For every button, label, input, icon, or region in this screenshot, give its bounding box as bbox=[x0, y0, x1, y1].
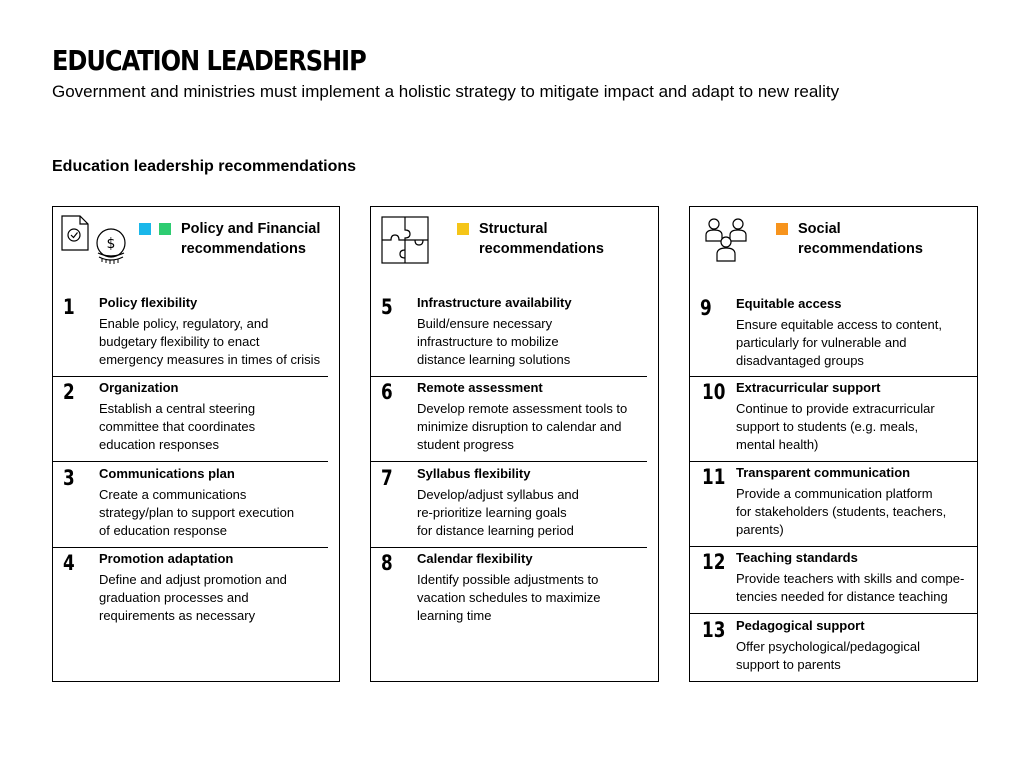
swatch-orange bbox=[776, 223, 788, 235]
divider bbox=[53, 376, 328, 377]
divider bbox=[53, 461, 328, 462]
item-number: 10 bbox=[702, 380, 726, 404]
card-header bbox=[690, 207, 977, 287]
item-title: Equitable access bbox=[736, 296, 842, 311]
item-title: Infrastructure availability bbox=[417, 295, 572, 310]
puzzle-icon bbox=[381, 216, 429, 269]
divider bbox=[690, 613, 977, 614]
item-description: Continue to provide extracurricular support to students (e.g. meals, mental health) bbox=[736, 401, 935, 452]
item-number: 5 bbox=[381, 295, 393, 319]
item-number: 9 bbox=[700, 296, 712, 320]
card-title: Social recommendations bbox=[798, 221, 923, 257]
coins-dollar-icon bbox=[93, 225, 129, 270]
card-policy-financial bbox=[52, 206, 340, 682]
page-subtitle: Government and ministries must implement a holistic strategy to mitigate impact and adapt to new reality bbox=[52, 82, 840, 101]
card-structural bbox=[370, 206, 659, 682]
item-number: 2 bbox=[63, 380, 75, 404]
item-description: Define and adjust promotion and graduation processes and requirements as necessary bbox=[99, 572, 287, 623]
item-description: Provide a communication platform for stakeholders (students, teachers, parents) bbox=[736, 486, 947, 537]
item-title: Remote assessment bbox=[417, 380, 543, 395]
divider bbox=[371, 461, 647, 462]
divider bbox=[371, 376, 647, 377]
item-description: Develop remote assessment tools to minimize disruption to calendar and student progress bbox=[417, 401, 628, 452]
item-title: Communications plan bbox=[99, 466, 235, 481]
divider bbox=[690, 461, 977, 462]
document-check-icon bbox=[60, 215, 90, 256]
item-title: Policy flexibility bbox=[99, 295, 198, 310]
item-title: Syllabus flexibility bbox=[417, 466, 531, 481]
item-number: 8 bbox=[381, 551, 393, 575]
item-description: Offer psychological/pedagogical support to parents bbox=[736, 639, 921, 672]
svg-text:$: $ bbox=[106, 236, 116, 252]
item-description: Enable policy, regulatory, and budgetary flexibility to enact emergency measures in times of crisis bbox=[99, 316, 321, 367]
page-title: EDUCATION LEADERSHIP bbox=[52, 44, 366, 77]
item-title: Pedagogical support bbox=[736, 618, 865, 633]
item-title: Extracurricular support bbox=[736, 380, 881, 395]
item-number: 11 bbox=[702, 465, 726, 489]
item-number: 7 bbox=[381, 466, 393, 490]
item-description: Develop/adjust syllabus and re-prioritize learning goals for distance learning period bbox=[417, 487, 579, 538]
swatch-blue bbox=[139, 223, 151, 235]
item-number: 4 bbox=[63, 551, 75, 575]
item-number: 3 bbox=[63, 466, 75, 490]
item-description: Build/ensure necessary infrastructure to mobilize distance learning solutions bbox=[417, 316, 571, 367]
item-title: Calendar flexibility bbox=[417, 551, 533, 566]
item-description: Establish a central steering committee that coordinates education responses bbox=[99, 401, 256, 452]
item-description: Ensure equitable access to content, particularly for vulnerable and disadvantaged groups bbox=[736, 317, 942, 368]
card-social bbox=[689, 206, 978, 682]
item-title: Teaching standards bbox=[736, 550, 858, 565]
divider bbox=[690, 376, 977, 377]
item-title: Promotion adaptation bbox=[99, 551, 234, 566]
swatch-yellow bbox=[457, 223, 469, 235]
swatch-green bbox=[159, 223, 171, 235]
item-title: Transparent communication bbox=[736, 465, 911, 480]
item-number: 1 bbox=[63, 295, 75, 319]
divider bbox=[53, 547, 328, 548]
people-group-icon bbox=[702, 215, 752, 270]
item-title: Organization bbox=[99, 380, 179, 395]
item-number: 6 bbox=[381, 380, 393, 404]
item-number: 12 bbox=[702, 550, 726, 574]
divider bbox=[690, 546, 977, 547]
item-description: Provide teachers with skills and compe- tencies needed for distance teaching bbox=[736, 571, 965, 604]
card-header bbox=[53, 207, 339, 287]
card-header bbox=[371, 207, 658, 287]
card-title: Structural recommendations bbox=[479, 221, 604, 257]
divider bbox=[371, 547, 647, 548]
section-heading: Education leadership recommendations bbox=[52, 158, 357, 175]
item-description: Create a communications strategy/plan to support execution of education response bbox=[99, 487, 295, 538]
item-number: 13 bbox=[702, 618, 726, 642]
item-description: Identify possible adjustments to vacation schedules to maximize learning time bbox=[417, 572, 601, 623]
card-title: Policy and Financial recommendations bbox=[181, 221, 321, 257]
